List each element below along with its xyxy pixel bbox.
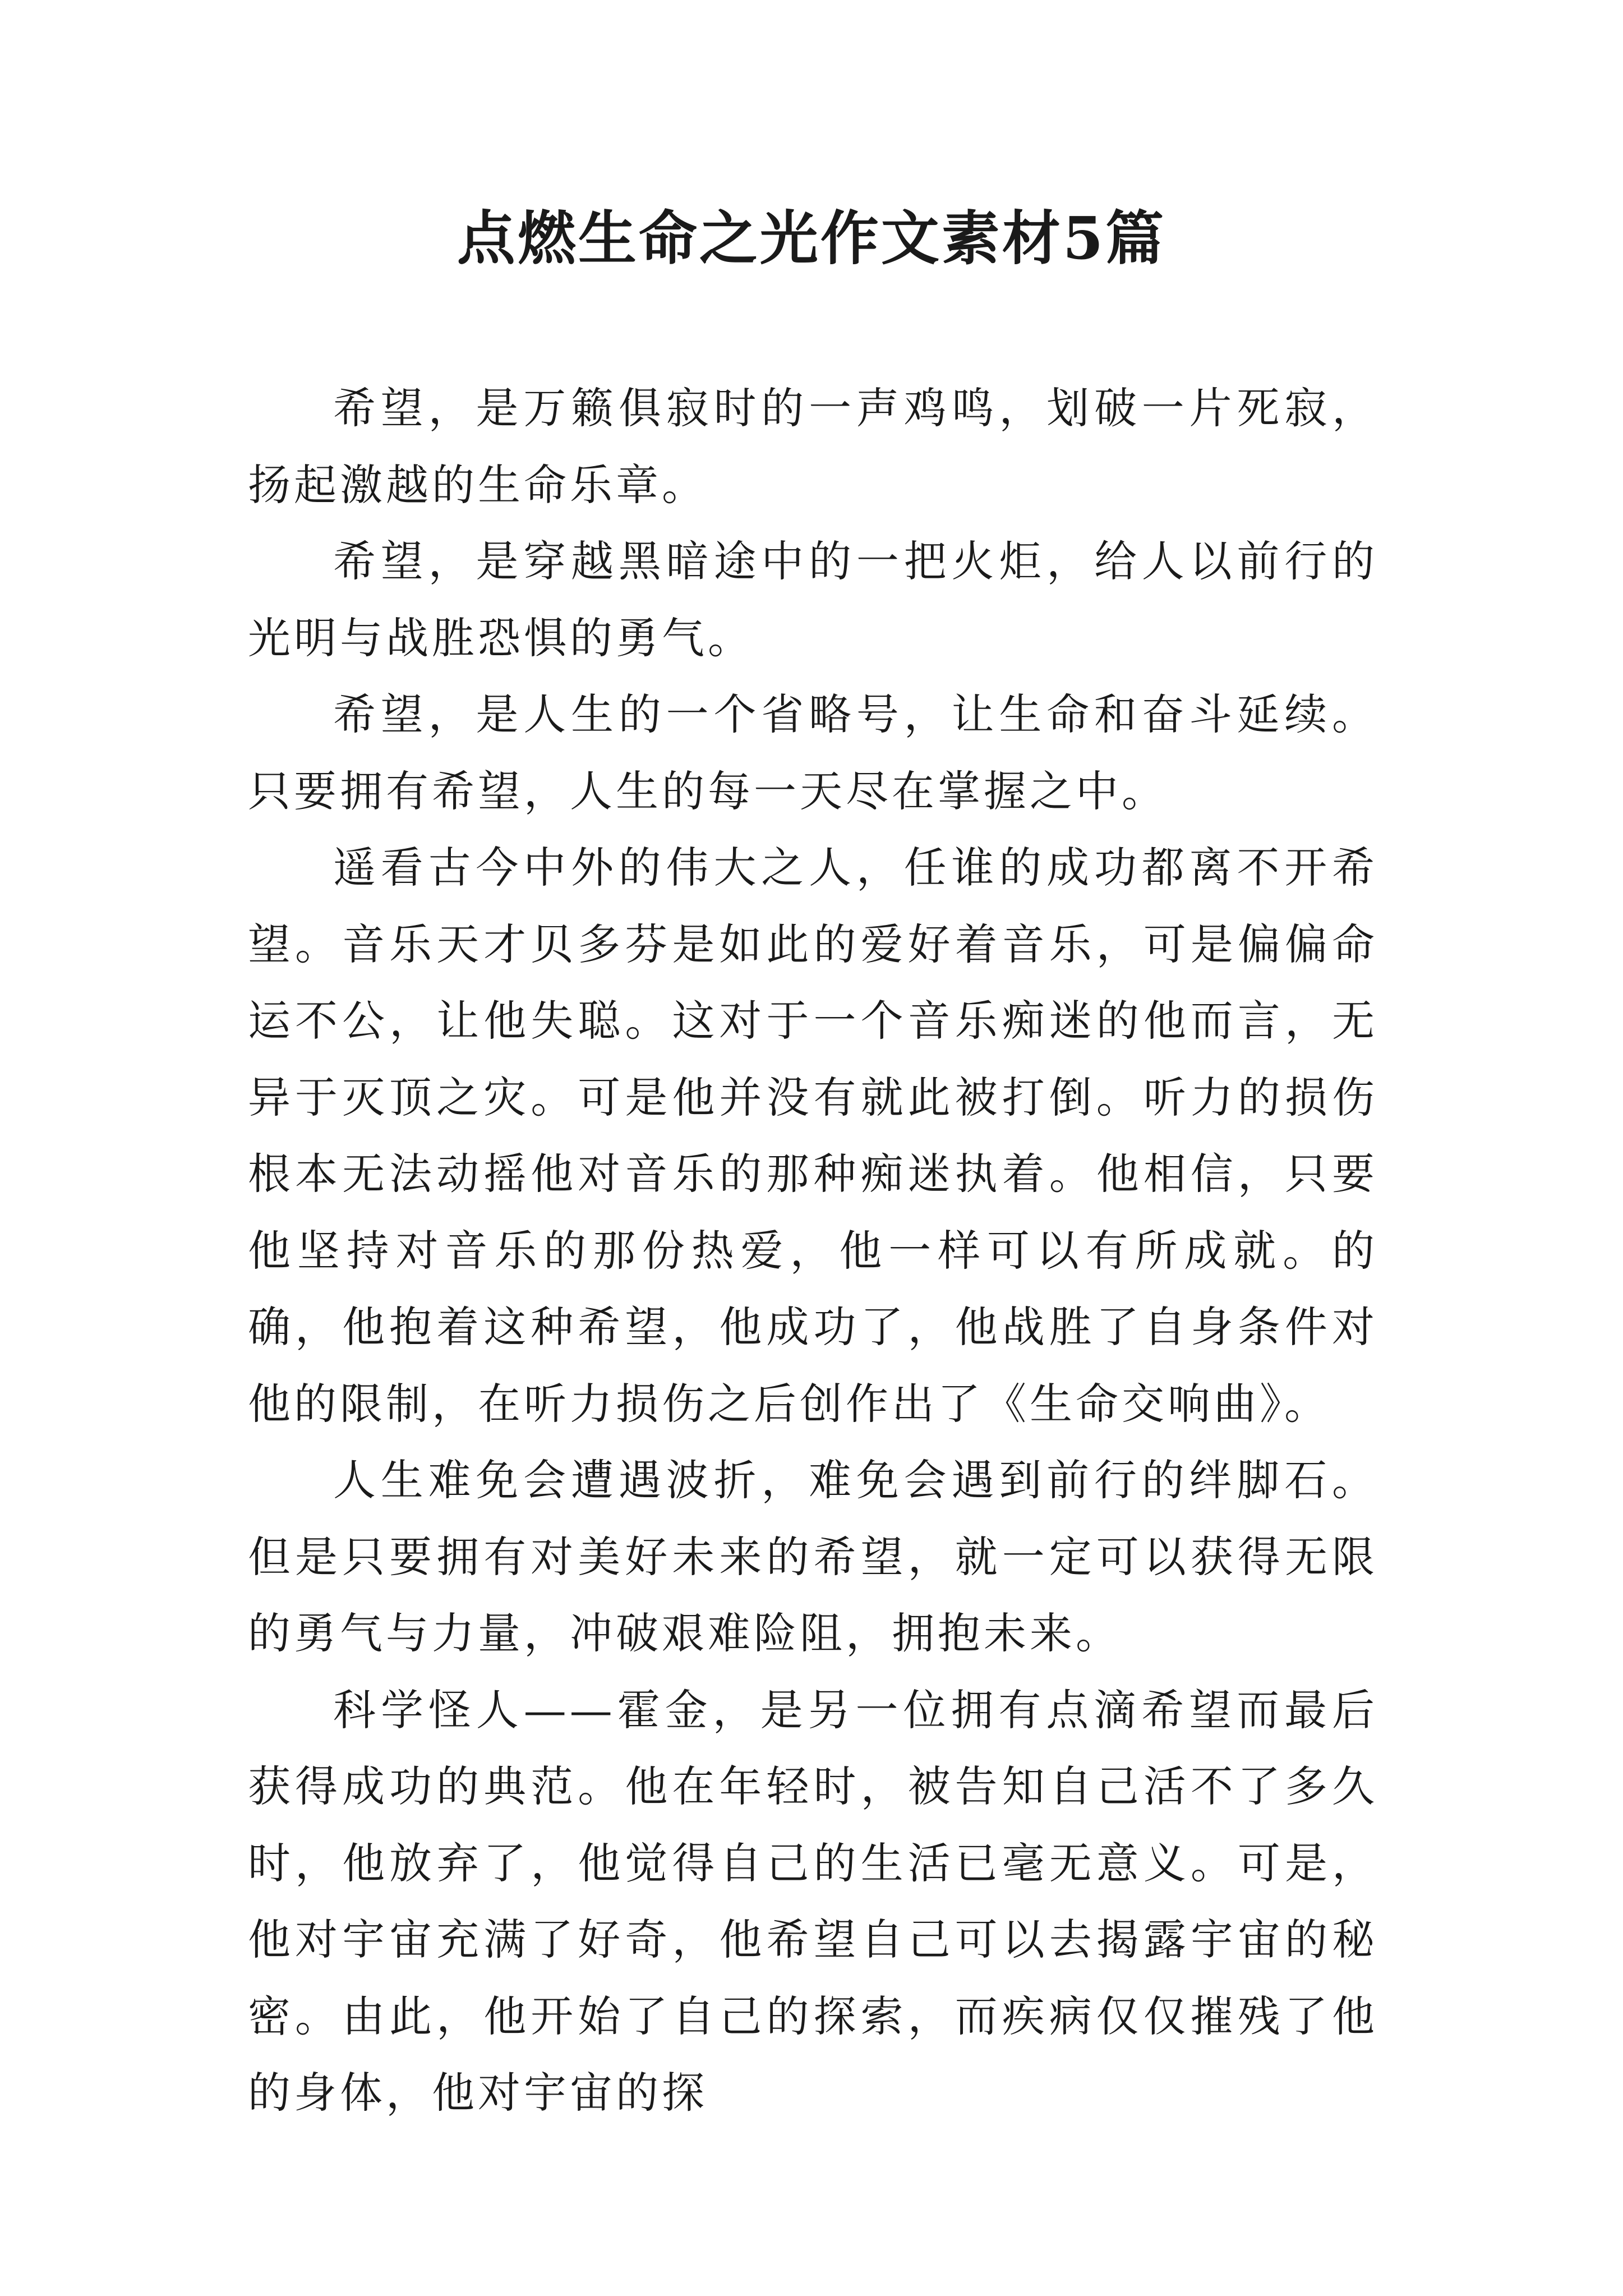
paragraph: 希望，是万籁俱寂时的一声鸡鸣，划破一片死寂，扬起激越的生命乐章。 (248, 383, 1378, 510)
document-body (248, 370, 1378, 2132)
paragraph: 人生难免会遭遇波折，难免会遇到前行的绊脚石。但是只要拥有对美好未来的希望，就一定可以获得无限的勇气与力量，冲破艰难险阻，拥抱未来。 (248, 1455, 1378, 1658)
paragraph: 希望，是人生的一个省略号，让生命和奋斗延续。只要拥有希望，人生的每一天尽在掌握之中。 (248, 689, 1378, 816)
document-title: 点燃生命之光作文素材5篇 (457, 204, 1166, 273)
paragraph: 科学怪人——霍金，是另一位拥有点滴希望而最后获得成功的典范。他在年轻时，被告知自己活不了多久时，他放弃了，他觉得自己的生活已毫无意义。可是，他对宇宙充满了好奇，他希望自己可以去揭露宇宙的秘密。由此，他开始了自己的探索，而疾病仅仅摧残了他的身体，他对宇宙的探 (248, 1685, 1378, 2118)
paragraph: 希望，是穿越黑暗途中的一把火炬，给人以前行的光明与战胜恐惧的勇气。 (248, 536, 1378, 663)
paragraph: 遥看古今中外的伟大之人，任谁的成功都离不开希望。音乐天才贝多芬是如此的爱好着音乐，可是偏偏命运不公，让他失聪。这对于一个音乐痴迷的他而言，无异于灭顶之灾。可是他并没有就此被打倒。听力的损伤根本无法动摇他对音乐的那种痴迷执着。他相信，只要他坚持对音乐的那份热爱，他一样可以有所成就。的确，他抱着这种希望，他成功了，他战胜了自身条件对他的限制，在听力损伤之后创作出了《生命交响曲》。 (248, 843, 1378, 1429)
